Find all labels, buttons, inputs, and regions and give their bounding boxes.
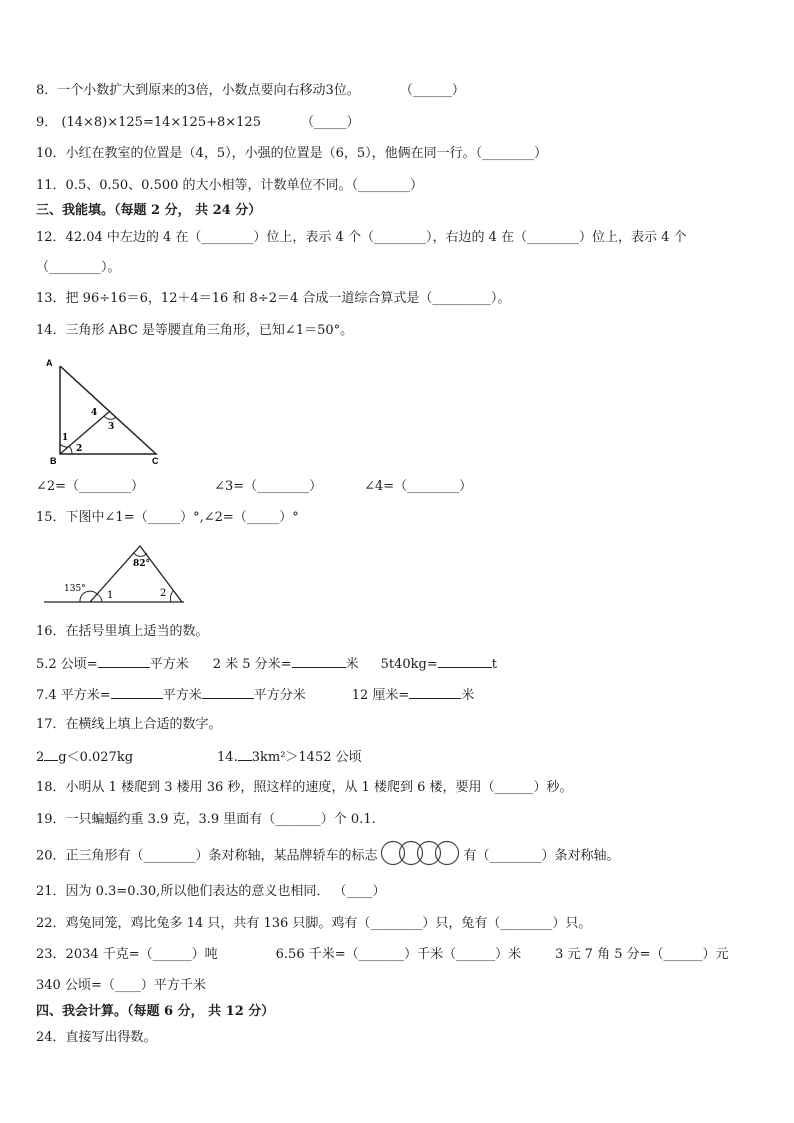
angle-arc xyxy=(69,446,72,454)
question-16: 16．在括号里填上适当的数。 xyxy=(36,624,209,639)
unit-label: 米 xyxy=(345,657,359,672)
conversion-label: 12 厘米= xyxy=(351,688,410,703)
fill-blank[interactable] xyxy=(292,655,346,668)
question-20 xyxy=(36,846,620,866)
question-23-part: 3 元 7 角 5 分=（______）元 xyxy=(555,947,729,962)
unit-label: 平方分米 xyxy=(253,688,306,703)
car-logo-rings-icon xyxy=(380,840,462,866)
fill-blank[interactable] xyxy=(438,655,492,668)
angle-label: 2 xyxy=(76,444,83,454)
question-19: 19．一只蝙蝠约重 3.9 克，3.9 里面有（_______）个 0.1. xyxy=(36,812,376,827)
unit-label: t xyxy=(491,657,497,672)
question-17: 17．在横线上填上合适的数字。 xyxy=(36,717,222,732)
answer-blank[interactable]: （______） xyxy=(399,83,465,98)
fill-blank[interactable] xyxy=(409,686,461,699)
question-17-row xyxy=(36,748,362,767)
digit-prefix: 14. xyxy=(217,750,238,765)
fill-blank[interactable] xyxy=(98,655,150,668)
question-13: 13．把 96÷16＝6，12＋4＝16 和 8÷2＝4 合成一道综合算式是（_________）。 xyxy=(36,291,511,306)
section-4-heading: 四、我会计算。（每题 6 分， 共 12 分） xyxy=(36,1004,275,1019)
angle-label: 2 xyxy=(160,588,167,599)
question-10: 10．小红在教室的位置是（4，5），小强的位置是（6，5），他俩在同一行。（________） xyxy=(36,146,548,161)
comparison-text: 3km²＞1452 公顷 xyxy=(251,750,362,765)
angle-label: 135° xyxy=(64,584,86,594)
vertex-label: A xyxy=(46,358,53,368)
question-15: 15．下图中∠1=（_____）°,∠2=（_____）° xyxy=(36,510,299,525)
question-14: 14．三角形 ABC 是等腰直角三角形，已知∠1＝50°。 xyxy=(36,323,354,338)
question-24: 24．直接写出得数。 xyxy=(36,1030,157,1045)
answer-blank[interactable]: （_____） xyxy=(300,115,360,130)
question-8-text: 8．一个小数扩大到原来的3倍，小数点要向右移动3位。 xyxy=(36,83,360,98)
question-16-row-2 xyxy=(36,686,474,705)
angle-arc xyxy=(60,444,68,447)
angle-2-answer[interactable]: ∠2=（________） xyxy=(36,479,145,494)
angle-label: 1 xyxy=(107,590,114,601)
angle-label: 1 xyxy=(62,433,69,443)
question-8 xyxy=(36,82,465,100)
angle-4-answer[interactable]: ∠4=（________） xyxy=(364,479,473,494)
angle-3-answer[interactable]: ∠3=（________） xyxy=(214,479,323,494)
question-16-row-1 xyxy=(36,655,497,674)
question-20-text: 20．正三角形有（________）条对称轴，某品牌轿车的标志 xyxy=(36,848,378,864)
fill-blank[interactable] xyxy=(111,686,163,699)
unit-label: 米 xyxy=(461,688,475,703)
question-9-text: 9． (14×8)×125=14×125+8×125 xyxy=(36,115,261,130)
vertex-label: B xyxy=(50,456,57,466)
question-23-line-2: 340 公顷=（____）平方千米 xyxy=(36,978,206,993)
angle-label: 82° xyxy=(133,559,151,569)
angle-arc xyxy=(170,591,173,602)
conversion-label: 7.4 平方米= xyxy=(36,688,111,703)
question-20-text: 有（________）条对称轴。 xyxy=(463,848,620,864)
triangle-abc-figure xyxy=(40,354,170,466)
conversion-label: 5t40kg= xyxy=(380,657,438,672)
fill-blank[interactable] xyxy=(202,686,254,699)
exterior-angle-figure xyxy=(40,536,190,608)
question-12-line-2: （________）。 xyxy=(36,260,121,275)
question-14-answers xyxy=(36,478,472,496)
angle-label: 4 xyxy=(91,408,98,418)
unit-label: 平方米 xyxy=(149,657,189,672)
unit-label: 平方米 xyxy=(162,688,202,703)
question-23 xyxy=(36,946,729,964)
angle-arc xyxy=(97,594,102,602)
question-9 xyxy=(36,114,359,132)
comparison-text: g＜0.027kg xyxy=(58,750,134,765)
question-21: 21．因为 0.3=0.30,所以他们表达的意义也相同． （____） xyxy=(36,884,386,899)
digit-prefix: 2 xyxy=(36,750,45,765)
question-12-line-1: 12．42.04 中左边的 4 在（________）位上，表示 4 个（________），右边的 4 在（________）位上，表示 4 个 xyxy=(36,230,687,245)
question-23-part: 6.56 千米=（_______）千米（______）米 xyxy=(275,947,522,962)
fill-blank[interactable] xyxy=(44,748,58,761)
question-11: 11．0.5、0.50、0.500 的大小相等，计数单位不同。（________） xyxy=(36,178,424,193)
vertex-label: C xyxy=(152,456,159,466)
fill-blank[interactable] xyxy=(238,748,252,761)
section-3-heading: 三、我能填。（每题 2 分， 共 24 分） xyxy=(36,203,262,218)
question-23-part: 23．2034 千克=（______）吨 xyxy=(36,947,218,962)
angle-label: 3 xyxy=(108,422,115,432)
conversion-label: 5.2 公顷= xyxy=(36,657,98,672)
question-18: 18．小明从 1 楼爬到 3 楼用 36 秒，照这样的速度，从 1 楼爬到 6 楼，要用（______）秒。 xyxy=(36,780,573,795)
conversion-label: 2 米 5 分米= xyxy=(212,657,292,672)
question-22: 22．鸡兔同笼，鸡比兔多 14 只，共有 136 只脚。鸡有（________）只，兔有（________）只。 xyxy=(36,916,592,931)
